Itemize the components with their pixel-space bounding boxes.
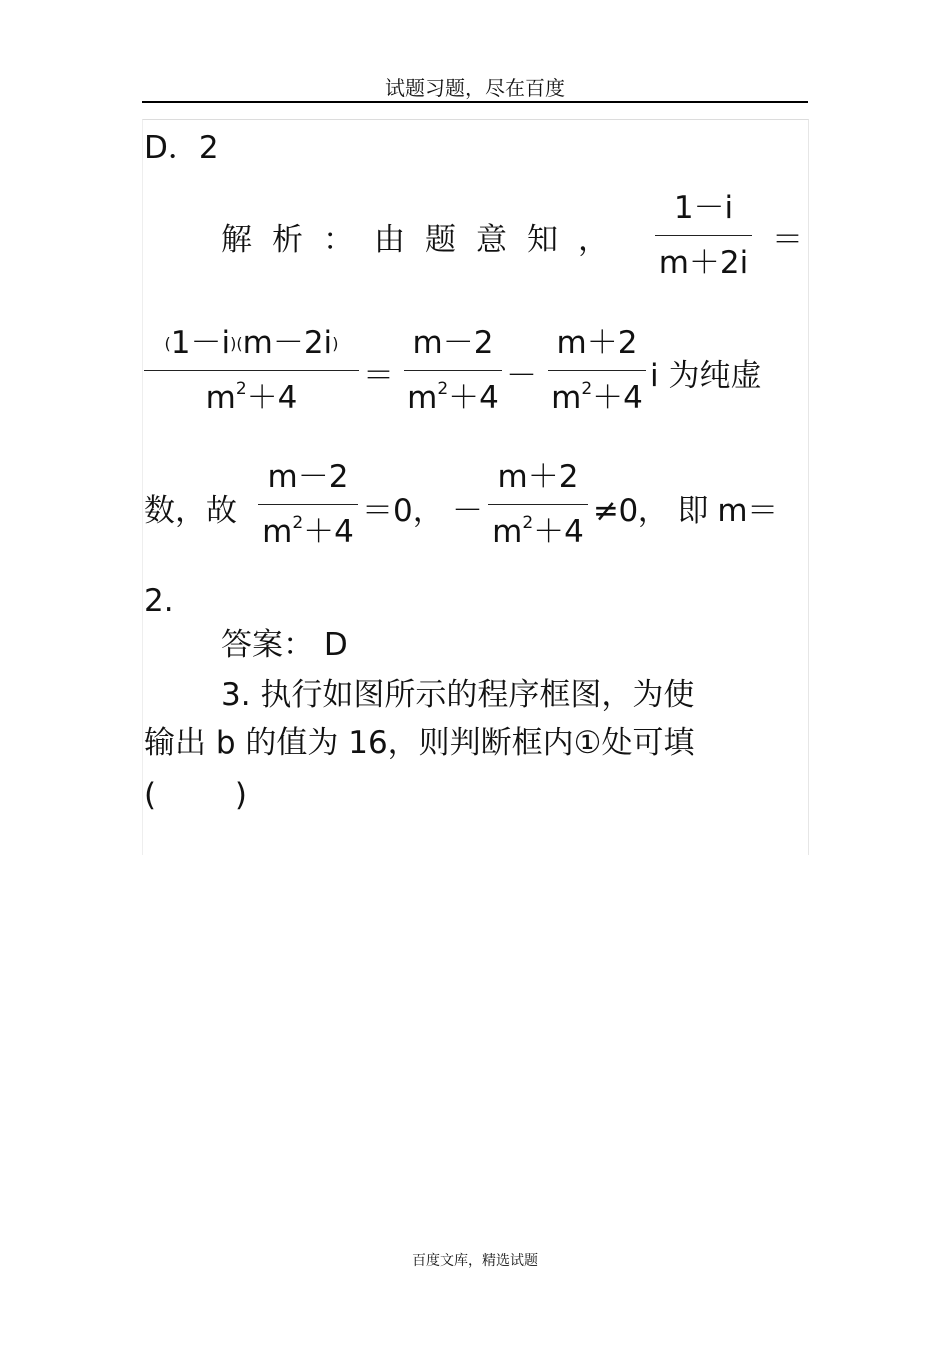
answer-line: 答案： D <box>221 627 348 663</box>
fraction-2-bar <box>144 370 359 371</box>
left-paren: ( <box>164 334 171 353</box>
fraction-3 <box>404 325 502 458</box>
fraction-3-bar <box>404 370 502 371</box>
fraction-1-denominator: m＋2i <box>658 245 749 281</box>
line2-tail: i 为纯虚 <box>650 358 762 394</box>
equals-zero: ＝0， <box>362 493 444 529</box>
fraction-2 <box>144 325 359 458</box>
equals-sign-1: ＝ <box>772 222 803 258</box>
fraction-3-numerator: m－2 <box>412 325 494 361</box>
minus-sign: － <box>506 358 537 394</box>
fraction-5-numerator: m－2 <box>267 459 349 495</box>
fraction-4-numerator: m＋2 <box>556 325 638 361</box>
fraction-6 <box>488 459 588 592</box>
fraction-3-denominator: $m^2+4$ <box>407 379 499 416</box>
fraction-6-bar <box>488 504 588 505</box>
fraction-4 <box>548 325 646 458</box>
fraction-5 <box>258 459 358 592</box>
analysis-label: 解析：由题意知， <box>221 222 629 258</box>
fraction-4-bar <box>548 370 646 371</box>
fraction-5-denominator: $m^2+4$ <box>262 513 354 550</box>
fraction-2-numerator <box>144 325 359 361</box>
question-3-line-2: 输出 b 的值为 16，则判断框内①处可填 <box>144 725 695 761</box>
factor-1: 1－i <box>170 325 231 361</box>
line3-prefix: 数，故 <box>144 493 237 529</box>
negative-sign: － <box>452 493 483 529</box>
fraction-1-bar <box>655 235 752 236</box>
question-3-blank: ( ) <box>144 777 248 813</box>
fraction-6-numerator: m＋2 <box>497 459 579 495</box>
option-d: D．2 <box>144 130 219 166</box>
fraction-6-denominator: $m^2+4$ <box>492 513 584 550</box>
page-footer: 百度文库，精选试题 <box>412 1253 538 1269</box>
result-line: 2. <box>144 583 174 619</box>
factor-2: m－2i <box>242 325 333 361</box>
header-divider <box>142 101 808 103</box>
fraction-1 <box>655 190 752 323</box>
right-paren: ) <box>332 334 339 353</box>
fraction-5-bar <box>258 504 358 505</box>
right-paren: ) <box>230 334 237 353</box>
page-header: 试题习题，尽在百度 <box>385 76 565 100</box>
fraction-1-numerator: 1－i <box>673 190 734 226</box>
question-3-line-1: 3. 执行如图所示的程序框图，为使 <box>221 677 695 713</box>
fraction-4-denominator: $m^2+4$ <box>551 379 643 416</box>
left-paren: ( <box>236 334 243 353</box>
equals-sign-2: ＝ <box>363 358 394 394</box>
not-equal-conclusion: ≠0， 即 m＝ <box>593 493 778 529</box>
fraction-2-denominator: $m^2+4$ <box>205 379 298 416</box>
